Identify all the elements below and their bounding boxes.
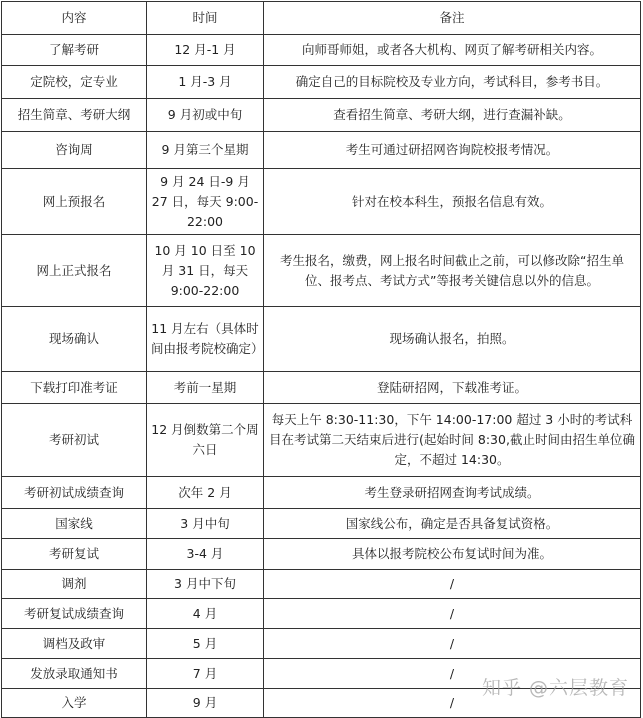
header-cell: 备注 [264,2,641,35]
note-cell: 登陆研招网，下载准考证。 [264,372,641,404]
content-cell: 调档及政审 [2,629,147,659]
note-cell: / [264,629,641,659]
time-cell: 9 月初或中旬 [147,99,264,132]
note-cell: / [264,659,641,689]
content-cell: 招生简章、考研大纲 [2,99,147,132]
note-cell: 针对在校本科生，预报名信息有效。 [264,169,641,235]
note-cell: / [264,570,641,599]
note-cell: 现场确认报名，拍照。 [264,307,641,372]
content-cell: 考研初试成绩查询 [2,477,147,509]
note-cell: 国家线公布，确定是否具备复试资格。 [264,509,641,539]
header-cell: 内容 [2,2,147,35]
header-cell: 时间 [147,2,264,35]
time-cell: 4 月 [147,599,264,629]
note-cell: 考生登录研招网查询考试成绩。 [264,477,641,509]
note-cell: 确定自己的目标院校及专业方向，考试科目，参考书目。 [264,66,641,99]
table-row [2,66,641,99]
note-cell: 查看招生简章、考研大纲，进行查漏补缺。 [264,99,641,132]
table-header-row [2,2,641,35]
time-cell: 3-4 月 [147,539,264,570]
table-row [2,509,641,539]
time-cell: 次年 2 月 [147,477,264,509]
table-row [2,404,641,477]
time-cell: 12 月-1 月 [147,35,264,66]
note-cell: / [264,689,641,718]
time-cell: 1 月-3 月 [147,66,264,99]
content-cell: 咨询周 [2,132,147,169]
content-cell: 考研复试成绩查询 [2,599,147,629]
table-row [2,169,641,235]
watermark: 知乎 @六层教育 [481,677,629,699]
time-cell: 5 月 [147,629,264,659]
time-cell: 3 月中旬 [147,509,264,539]
content-cell: 现场确认 [2,307,147,372]
note-cell: 考生可通过研招网咨询院校报考情况。 [264,132,641,169]
note-cell: 向师哥师姐，或者各大机构、网页了解考研相关内容。 [264,35,641,66]
time-cell: 7 月 [147,659,264,689]
schedule-table [1,1,641,718]
time-cell: 9 月 [147,689,264,718]
time-cell: 考前一星期 [147,372,264,404]
note-cell: 每天上午 8:30-11:30，下午 14:00-17:00 超过 3 小时的考试科目在考试第二天结束后进行(起始时间 8:30,截止时间由招生单位确定，不超过 14:30。 [264,404,641,477]
note-cell: 考生报名，缴费，网上报名时间截止之前，可以修改除“招生单位、报考点、考试方式”等报考关键信息以外的信息。 [264,235,641,307]
content-cell: 考研初试 [2,404,147,477]
time-cell: 3 月中下旬 [147,570,264,599]
table-row [2,307,641,372]
time-cell: 11 月左右（具体时间由报考院校确定） [147,307,264,372]
content-cell: 了解考研 [2,35,147,66]
time-cell: 9 月第三个星期 [147,132,264,169]
table-row [2,599,641,629]
table-row [2,35,641,66]
table-row [2,570,641,599]
time-cell: 9 月 24 日-9 月 27 日，每天 9:00-22:00 [147,169,264,235]
table-row [2,235,641,307]
content-cell: 发放录取通知书 [2,659,147,689]
content-cell: 考研复试 [2,539,147,570]
content-cell: 国家线 [2,509,147,539]
time-cell: 12 月倒数第二个周六日 [147,404,264,477]
table-row [2,132,641,169]
content-cell: 调剂 [2,570,147,599]
note-cell: 具体以报考院校公布复试时间为准。 [264,539,641,570]
table-row [2,629,641,659]
content-cell: 下载打印准考证 [2,372,147,404]
content-cell: 定院校，定专业 [2,66,147,99]
note-cell: / [264,599,641,629]
content-cell: 入学 [2,689,147,718]
content-cell: 网上正式报名 [2,235,147,307]
content-cell: 网上预报名 [2,169,147,235]
time-cell: 10 月 10 日至 10 月 31 日，每天 9:00-22:00 [147,235,264,307]
table-row [2,372,641,404]
table-row [2,477,641,509]
table-row [2,99,641,132]
table-row [2,539,641,570]
